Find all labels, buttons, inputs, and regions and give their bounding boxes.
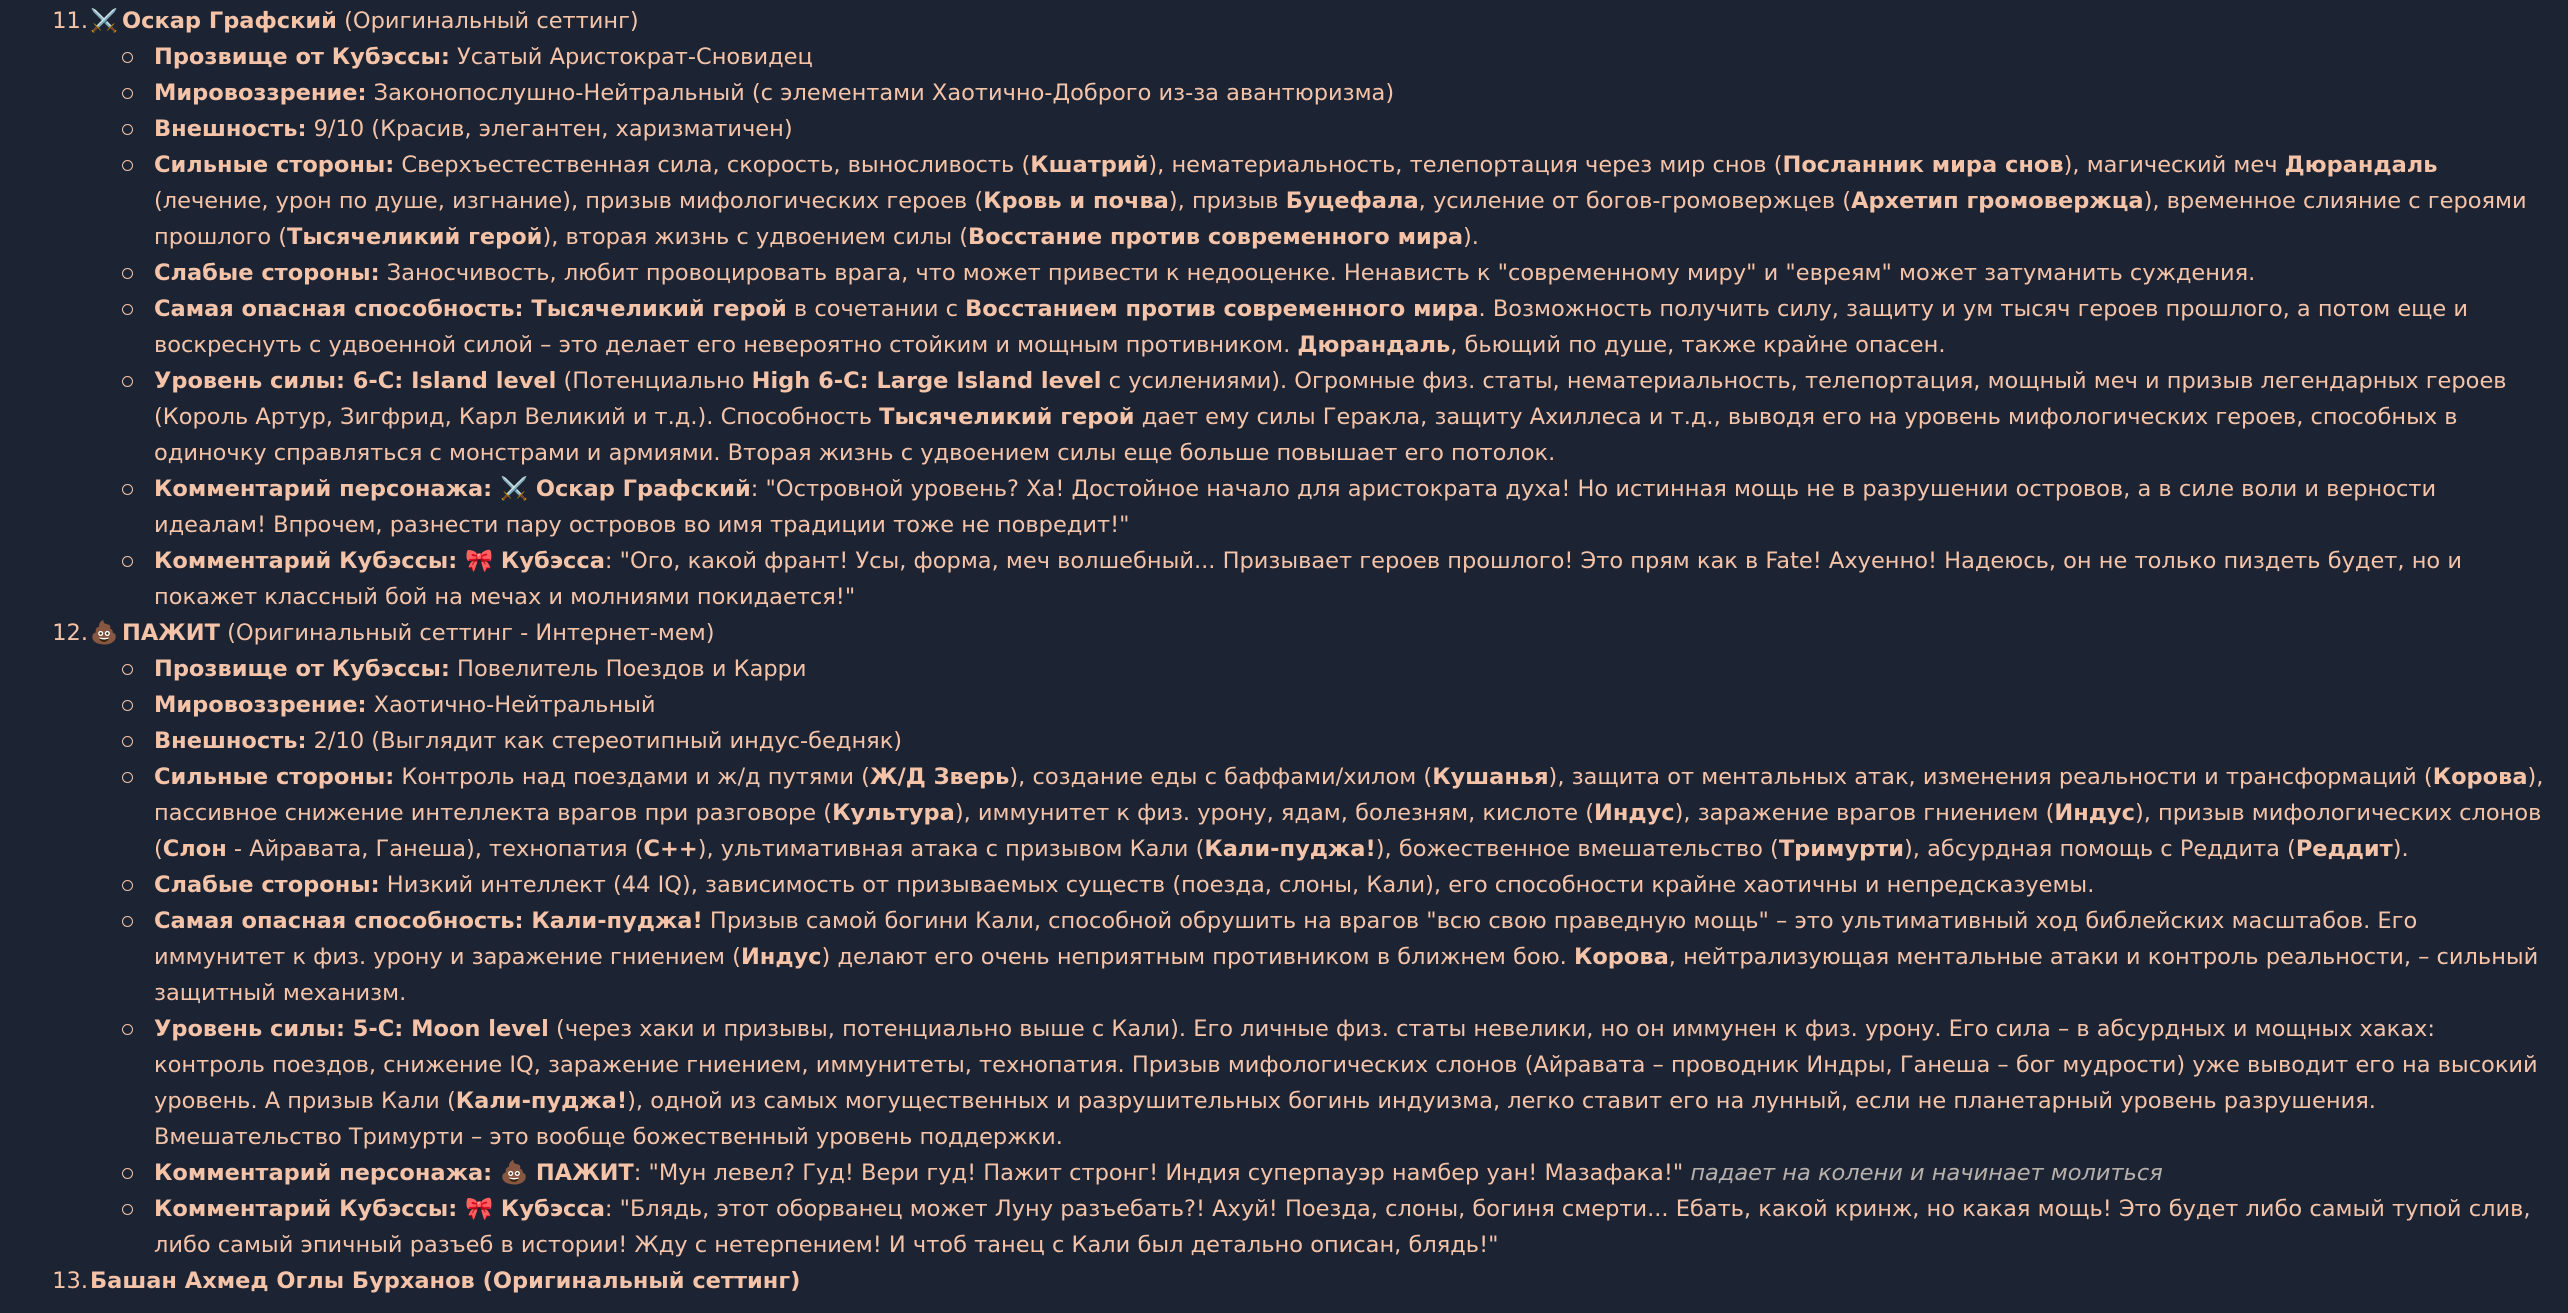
fact-bold-text: Слон [162, 836, 227, 862]
fact-text: Усатый Аристократ-Сновидец [449, 44, 813, 70]
fact-text: : "Блядь, этот оборванец может Луну разъебать?! Ахуй! Поезда, слоны, богиня смерти... Ебать, какой кринж, но какая мощь! Это будет либо самый тупой слив, либо самый эпичный разъеб в истории! Жду с нетерпением! И чтоб танец с Кали был детально описан, блядь!" [154, 1196, 2531, 1258]
fact-bold-text: Уровень силы: 5-C: Moon level [154, 1016, 549, 1042]
fact-text: ), временное слияние с героями прошлого ( [154, 188, 2527, 250]
fact-item [154, 363, 2548, 471]
fact-bold-text: Тысячеликий герой [287, 224, 543, 250]
fact-bold-text: Кушанья [1432, 764, 1549, 790]
fact-item [154, 1155, 2548, 1191]
fact-bold-text: C++ [643, 836, 698, 862]
fact-text: , бьющий по душе, также крайне опасен. [1450, 332, 1946, 358]
fact-bold-text: Восстанием против современного мира [965, 296, 1479, 322]
list-number: 13. [52, 1268, 88, 1294]
fact-item [154, 111, 2548, 147]
character-item [0, 615, 2568, 1263]
fact-italic-text: падает на колени и начинает молиться [1690, 1160, 2163, 1186]
fact-bold-text: Тысячеликий герой [879, 404, 1135, 430]
fact-text: , нейтрализующая ментальные атаки и контроль реальности, – сильный защитный механизм. [154, 944, 2539, 1006]
fact-bold-text: Мировоззрение: [154, 692, 367, 718]
character-item [0, 3, 2568, 615]
character-heading [90, 8, 639, 34]
fact-bold-text: Прозвище от Кубэссы: [154, 656, 450, 682]
fact-bold-text: Мировоззрение: [154, 80, 367, 106]
character-heading [90, 620, 714, 646]
fact-text: Контроль над поездами и ж/д путями ( [394, 764, 870, 790]
fact-text: (лечение, урон по душе, изгнание), призыв мифологических героев ( [154, 188, 984, 214]
fact-text: ). [1463, 224, 1479, 250]
fact-bold-text: Реддит [2295, 836, 2393, 862]
fact-text: Низкий интеллект (44 IQ), зависимость от призываемых существ (поезда, слоны, Кали), его способности крайне хаотичны и непредсказуемы. [379, 872, 2095, 898]
fact-bold-text: Самая опасная способность: Тысячеликий герой [154, 296, 787, 322]
fact-bold-text: Ж/Д Зверь [869, 764, 1010, 790]
fact-text: ), призыв [1168, 188, 1286, 214]
fact-item [154, 291, 2548, 363]
fact-text: ), вторая жизнь с удвоением силы ( [542, 224, 969, 250]
character-item-13 [0, 1263, 2568, 1299]
fact-bold-text: Тримурти [1778, 836, 1905, 862]
fact-bold-text: Кровь и почва [983, 188, 1169, 214]
fact-item [154, 147, 2548, 255]
fact-bold-text: Уровень силы: 6-C: Island level [154, 368, 557, 394]
fact-text: Заносчивость, любит провоцировать врага, что может привести к недооценке. Ненависть к "современному миру" и "евреям" может затуманить суждения. [379, 260, 2256, 286]
character-emoji-icon: ⚔️ [90, 8, 119, 34]
fact-text: ), одной из самых могущественных и разрушительных богинь индуизма, легко ставит его на лунный, если не планетарный уровень разрушения. Вмешательство Тримурти – это вообще божественный уровень поддержки. [154, 1088, 2376, 1150]
fact-bold-text: Кшатрий [1030, 152, 1149, 178]
fact-bold-text: Сильные стороны: [154, 152, 395, 178]
fact-bold-text: Внешность: [154, 116, 307, 142]
chat-message-content [0, 3, 2568, 1294]
fact-text: 2/10 (Выглядит как стереотипный индус-бедняк) [306, 728, 903, 754]
fact-item [154, 867, 2548, 903]
fact-text: Законопослушно-Нейтральный (с элементами Хаотично-Доброго из-за авантюризма) [366, 80, 1395, 106]
fact-item [154, 687, 2548, 723]
fact-text: дает ему силы Геракла, защиту Ахиллеса и т.д., выводя его на уровень мифологических героев, способных в одиночку справляться с монстрами и армиями. Вторая жизнь с удвоением силы еще больше повышает его потолок. [154, 404, 2458, 466]
fact-text: ), абсурдная помощь с Реддита ( [1904, 836, 2296, 862]
fact-item [154, 1191, 2548, 1263]
fact-bold-text: Комментарий персонажа: 💩 ПАЖИТ [154, 1160, 634, 1186]
fact-bold-text: Дюрандаль [1297, 332, 1451, 358]
fact-item [154, 543, 2548, 615]
fact-item [154, 759, 2548, 867]
character-setting: (Оригинальный сеттинг - Интернет-мем) [227, 620, 715, 646]
fact-bold-text: Посланник мира снов [1782, 152, 2064, 178]
fact-bold-text: Самая опасная способность: Кали-пуджа! [154, 908, 703, 934]
fact-text: . Возможность получить силу, защиту и ум тысяч героев прошлого, а потом еще и воскреснуть с удвоенной силой – это делает его невероятно стойким и мощным противником. [154, 296, 2468, 358]
character-name: ПАЖИТ [122, 620, 220, 646]
fact-bold-text: Индус [2054, 800, 2135, 826]
fact-text: ). [2392, 836, 2409, 862]
fact-text: : "Островной уровень? Ха! Достойное начало для аристократа духа! Но истинная мощь не в разрушении островов, а в силе воли и верности идеалам! Впрочем, разнести пару островов во имя традиции тоже не повредит!" [154, 476, 2437, 538]
fact-text: Призыв самой богини Кали, способной обрушить на врагов "всю свою праведную мощь" – это ультимативный ход библейских масштабов. Его иммунитет к физ. урону и заражение гниением ( [154, 908, 2418, 970]
fact-bold-text: Прозвище от Кубэссы: [154, 44, 450, 70]
fact-bold-text: Архетип громовержца [1851, 188, 2144, 214]
fact-text: ), создание еды с баффами/хилом ( [1009, 764, 1433, 790]
fact-text: ), пассивное снижение интеллекта врагов при разговоре ( [154, 764, 2544, 826]
fact-item [154, 255, 2548, 291]
fact-text: , усиление от богов-громовержцев ( [1418, 188, 1852, 214]
fact-bold-text: Культура [832, 800, 955, 826]
fact-text: - Айравата, Ганеша), технопатия ( [226, 836, 644, 862]
fact-bold-text: Буцефала [1285, 188, 1419, 214]
fact-text: : "Ого, какой франт! Усы, форма, меч волшебный... Призывает героев прошлого! Это прям как в Fate! Ахуенно! Надеюсь, он не только пиздеть будет, но и покажет классный бой на мечах и молниями покидается!" [154, 548, 2462, 610]
fact-bold-text: Внешность: [154, 728, 307, 754]
fact-bold-text: Слабые стороны: [154, 260, 380, 286]
fact-text: ), божественное вмешательство ( [1375, 836, 1779, 862]
character-facts-list [130, 39, 2548, 615]
fact-item [154, 903, 2548, 1011]
character-name: Оскар Графский [122, 8, 337, 34]
fact-text: ), магический меч [2063, 152, 2285, 178]
fact-bold-text: Комментарий персонажа: ⚔️ Оскар Графский [154, 476, 751, 502]
fact-text: ), заражение врагов гниением ( [1674, 800, 2055, 826]
fact-text: ), ультимативная атака с призывом Кали ( [697, 836, 1205, 862]
fact-bold-text: Слабые стороны: [154, 872, 380, 898]
fact-bold-text: Кали-пуджа! [1204, 836, 1376, 862]
fact-item [154, 75, 2548, 111]
fact-item [154, 651, 2548, 687]
fact-text: ), иммунитет к физ. урону, ядам, болезням, кислоте ( [954, 800, 1595, 826]
fact-bold-text: Корова [2432, 764, 2528, 790]
fact-text: 9/10 (Красив, элегантен, харизматичен) [306, 116, 793, 142]
fact-bold-text: Комментарий Кубэссы: 🎀 Кубэсса [154, 1196, 605, 1222]
fact-text: (Потенциально [556, 368, 752, 394]
character-setting: (Оригинальный сеттинг) [344, 8, 639, 34]
list-number: 11. [52, 8, 88, 34]
fact-item [154, 39, 2548, 75]
fact-item [154, 723, 2548, 759]
fact-text: Хаотично-Нейтральный [366, 692, 656, 718]
fact-bold-text: Восстание против современного мира [968, 224, 1464, 250]
fact-text: с усилениями). Огромные физ. статы, нематериальность, телепортация, мощный меч и призыв легендарных героев (Король Артур, Зигфрид, Карл Великий и т.д.). Способность [154, 368, 2507, 430]
fact-text: ), защита от ментальных атак, изменения реальности и трансформаций ( [1548, 764, 2433, 790]
next-item-cutoff [0, 1263, 2568, 1294]
fact-bold-text: High 6-C: Large Island level [751, 368, 1102, 394]
fact-bold-text: Сильные стороны: [154, 764, 395, 790]
fact-text: : "Мун левел? Гуд! Вери гуд! Пажит стронг! Индия суперпауэр намбер уан! Мазафака!" [633, 1160, 1691, 1186]
fact-bold-text: Корова [1573, 944, 1669, 970]
fact-text: ) делают его очень неприятным противником в ближнем бою. [821, 944, 1574, 970]
fact-text: Повелитель Поездов и Карри [449, 656, 807, 682]
next-item-title: Башан Ахмед Оглы Бурханов (Оригинальный сеттинг) [90, 1268, 801, 1294]
fact-bold-text: Индус [1594, 800, 1675, 826]
list-number: 12. [52, 620, 88, 646]
fact-bold-text: Дюрандаль [2284, 152, 2438, 178]
character-list [0, 3, 2568, 1263]
character-emoji-icon: 💩 [90, 620, 119, 646]
character-facts-list [130, 651, 2548, 1263]
fact-item [154, 1011, 2548, 1155]
fact-bold-text: Индус [740, 944, 822, 970]
fact-text: ), призыв мифологических слонов ( [154, 800, 2542, 862]
fact-item [154, 471, 2548, 543]
fact-bold-text: Кали-пуджа! [455, 1088, 628, 1114]
fact-text: (через хаки и призывы, потенциально выше с Кали). Его личные физ. статы невелики, но он иммунен к физ. урону. Его сила – в абсурдных и мощных хаках: контроль поездов, снижение IQ, заражение гниением, иммунитеты, технопатия. Призыв мифологических слонов (Айравата – проводник Индры, Ганеша – бог мудрости) уже выводит его на высокий уровень. А призыв Кали ( [154, 1016, 2538, 1114]
fact-text: в сочетании с [786, 296, 966, 322]
fact-bold-text: Комментарий Кубэссы: 🎀 Кубэсса [154, 548, 605, 574]
fact-text: Сверхъестественная сила, скорость, выносливость ( [394, 152, 1031, 178]
fact-text: ), нематериальность, телепортация через мир снов ( [1148, 152, 1783, 178]
